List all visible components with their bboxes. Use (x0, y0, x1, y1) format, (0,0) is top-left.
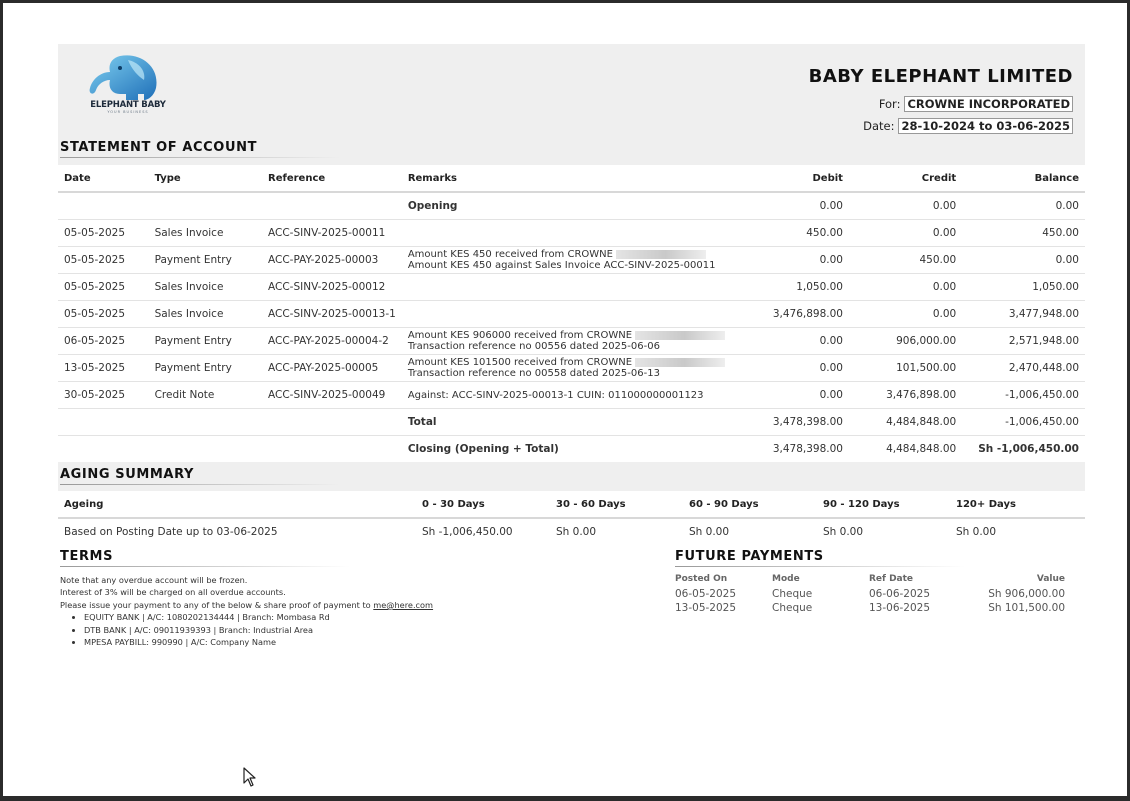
row-debit: 0.00 (742, 355, 849, 382)
row-reference: ACC-PAY-2025-00003 (262, 247, 402, 274)
remarks-line-2: Transaction reference no 00556 dated 2025-06-06 (407, 341, 660, 352)
row-remarks (402, 328, 742, 355)
opening-label: Opening (402, 192, 742, 220)
row-type: Payment Entry (149, 247, 262, 274)
row-date: 05-05-2025 (58, 301, 149, 328)
terms-title (60, 549, 113, 564)
remarks-line-1: Amount KES 906000 received from CROWNE (407, 330, 633, 341)
aging-col-120-plus: 120+ Days (950, 491, 1085, 518)
remarks-line-2: Amount KES 450 against Sales Invoice ACC-SINV-2025-00011 (407, 260, 716, 271)
aging-row (58, 518, 1085, 545)
opening-row (58, 192, 1085, 220)
statement-title-text: STATEMENT OF ACCOUNT (60, 140, 258, 155)
aging-col-0-30: 0 - 30 Days (416, 491, 550, 518)
for-label: For: (878, 97, 901, 111)
row-debit: 3,476,898.00 (742, 301, 849, 328)
mouse-pointer-icon (243, 767, 257, 787)
row-balance: 450.00 (962, 220, 1085, 247)
terms-line: Interest of 3% will be charged on all overdue accounts. (60, 587, 286, 598)
row-credit: 0.00 (849, 301, 962, 328)
row-type: Sales Invoice (149, 220, 262, 247)
aging-90-120: Sh 0.00 (817, 518, 950, 545)
aging-title-text: AGING SUMMARY (60, 467, 195, 482)
list-item: • MPESA PAYBILL: 990990 | A/C: Company Name (84, 636, 433, 648)
company-name: BABY ELEPHANT LIMITED (808, 66, 1073, 87)
statement-sheet (58, 44, 1085, 544)
closing-debit: 3,478,398.00 (742, 436, 849, 463)
aging-header-row (58, 491, 1085, 518)
row-date: 05-05-2025 (58, 247, 149, 274)
aging-60-90: Sh 0.00 (683, 518, 817, 545)
col-reference: Reference (262, 165, 402, 192)
statement-header-row (58, 165, 1085, 192)
fp-posted: 06-05-2025 (675, 588, 737, 600)
row-balance: 2,470,448.00 (962, 355, 1085, 382)
terms-payment-text: Please issue your payment to any of the below & share proof of payment to (60, 599, 371, 610)
total-debit: 3,478,398.00 (742, 409, 849, 436)
row-type: Sales Invoice (149, 301, 262, 328)
opening-debit: 0.00 (742, 192, 849, 220)
total-balance: -1,006,450.00 (962, 409, 1085, 436)
date-value: 28-10-2024 to 03-06-2025 (898, 118, 1073, 134)
row-remarks (402, 220, 742, 247)
terms-title-text: TERMS (60, 549, 114, 564)
table-row (58, 382, 1085, 409)
date-label: Date: (863, 119, 895, 133)
for-value: CROWNE INCORPORATED (904, 96, 1073, 112)
row-credit: 450.00 (849, 247, 962, 274)
fp-value: Sh 906,000.00 (988, 588, 1065, 600)
row-debit: 0.00 (742, 382, 849, 409)
fp-mode: Cheque (772, 602, 813, 614)
row-balance: -1,006,450.00 (962, 382, 1085, 409)
row-date: 05-05-2025 (58, 220, 149, 247)
row-date: 05-05-2025 (58, 274, 149, 301)
row-debit: 0.00 (742, 328, 849, 355)
remarks-line-2: Transaction reference no 00558 dated 2025-06-13 (407, 368, 660, 379)
row-type: Payment Entry (149, 355, 262, 382)
redacted-block (635, 358, 725, 367)
statement-page (3, 3, 1127, 796)
col-remarks: Remarks (402, 165, 742, 192)
row-balance: 1,050.00 (962, 274, 1085, 301)
fp-col-mode: Mode (772, 574, 800, 584)
logo-subtext: YOUR BUSINESS (107, 110, 149, 114)
col-credit: Credit (849, 165, 962, 192)
aging-table (58, 491, 1085, 545)
for-row (879, 96, 1073, 112)
row-credit: 3,476,898.00 (849, 382, 962, 409)
row-credit: 906,000.00 (849, 328, 962, 355)
row-remarks: Against: ACC-SINV-2025-00013-1 CUIN: 011000000001123 (402, 382, 742, 409)
aging-basis: Based on Posting Date up to 03-06-2025 (58, 518, 416, 545)
fp-mode: Cheque (772, 588, 813, 600)
row-type: Credit Note (149, 382, 262, 409)
aging-120-plus: Sh 0.00 (950, 518, 1085, 545)
row-date: 06-05-2025 (58, 328, 149, 355)
aging-col-90-120: 90 - 120 Days (817, 491, 950, 518)
closing-label: Closing (Opening + Total) (402, 436, 742, 463)
row-reference: ACC-SINV-2025-00012 (262, 274, 402, 301)
row-reference: ACC-PAY-2025-00005 (262, 355, 402, 382)
row-remarks (402, 355, 742, 382)
row-reference: ACC-SINV-2025-00013-1 (262, 301, 402, 328)
table-row (58, 301, 1085, 328)
row-remarks (402, 274, 742, 301)
row-reference: ACC-SINV-2025-00011 (262, 220, 402, 247)
terms-text (60, 574, 433, 648)
table-row (58, 247, 1085, 274)
aging-col-60-90: 60 - 90 Days (683, 491, 817, 518)
row-date: 13-05-2025 (58, 355, 149, 382)
aging-0-30: Sh -1,006,450.00 (416, 518, 550, 545)
remarks-line-1: Amount KES 101500 received from CROWNE (407, 357, 633, 368)
row-type: Payment Entry (149, 328, 262, 355)
col-type: Type (149, 165, 262, 192)
row-credit: 0.00 (849, 220, 962, 247)
list-item: • EQUITY BANK | A/C: 1080202134444 | Branch: Mombasa Rd (84, 611, 433, 623)
opening-balance: 0.00 (962, 192, 1085, 220)
row-balance: 3,477,948.00 (962, 301, 1085, 328)
email-link[interactable]: me@here.com (373, 599, 434, 610)
table-row (675, 588, 1065, 601)
aging-col-30-60: 30 - 60 Days (550, 491, 683, 518)
closing-row (58, 436, 1085, 463)
col-date: Date (58, 165, 149, 192)
closing-balance: Sh -1,006,450.00 (962, 436, 1085, 463)
total-row (58, 409, 1085, 436)
table-row (675, 602, 1065, 615)
aging-col-ageing: Ageing (58, 491, 416, 518)
aging-30-60: Sh 0.00 (550, 518, 683, 545)
table-row (58, 328, 1085, 355)
future-payments-title-text: FUTURE PAYMENTS (675, 549, 824, 564)
fp-value: Sh 101,500.00 (988, 602, 1065, 614)
fp-col-value: Value (1036, 574, 1065, 584)
terms-line: Note that any overdue account will be frozen. (60, 575, 248, 585)
total-label: Total (402, 409, 742, 436)
row-debit: 450.00 (742, 220, 849, 247)
terms-line (60, 599, 433, 611)
statement-title (60, 140, 257, 155)
col-balance: Balance (962, 165, 1085, 192)
row-reference: ACC-SINV-2025-00049 (262, 382, 402, 409)
redacted-block (635, 331, 725, 340)
row-balance: 2,571,948.00 (962, 328, 1085, 355)
row-remarks (402, 247, 742, 274)
date-row (863, 118, 1073, 134)
future-payments-header (675, 574, 1065, 587)
row-credit: 101,500.00 (849, 355, 962, 382)
row-type: Sales Invoice (149, 274, 262, 301)
col-debit: Debit (742, 165, 849, 192)
row-reference: ACC-PAY-2025-00004-2 (262, 328, 402, 355)
fp-ref-date: 06-06-2025 (869, 588, 931, 600)
row-credit: 0.00 (849, 274, 962, 301)
aging-title (60, 467, 194, 482)
fp-ref-date: 13-06-2025 (869, 602, 931, 614)
fp-col-ref-date: Ref Date (869, 574, 914, 584)
remarks-line-1: Amount KES 450 received from CROWNE (407, 249, 613, 260)
opening-credit: 0.00 (849, 192, 962, 220)
payment-methods-list (60, 611, 433, 648)
total-credit: 4,484,848.00 (849, 409, 962, 436)
table-row (58, 274, 1085, 301)
row-debit: 1,050.00 (742, 274, 849, 301)
fp-col-posted: Posted On (675, 574, 728, 584)
redacted-block (616, 250, 706, 259)
table-row (58, 220, 1085, 247)
row-balance: 0.00 (962, 247, 1085, 274)
future-payments-table (675, 574, 1065, 615)
fp-posted: 13-05-2025 (675, 602, 737, 614)
statement-table (58, 165, 1085, 462)
list-item: • DTB BANK | A/C: 09011939393 | Branch: Industrial Area (84, 624, 433, 636)
closing-credit: 4,484,848.00 (849, 436, 962, 463)
table-row (58, 355, 1085, 382)
row-remarks (402, 301, 742, 328)
logo-text: ELEPHANT BABY (90, 100, 166, 110)
future-payments-title (675, 549, 824, 564)
row-date: 30-05-2025 (58, 382, 149, 409)
row-debit: 0.00 (742, 247, 849, 274)
